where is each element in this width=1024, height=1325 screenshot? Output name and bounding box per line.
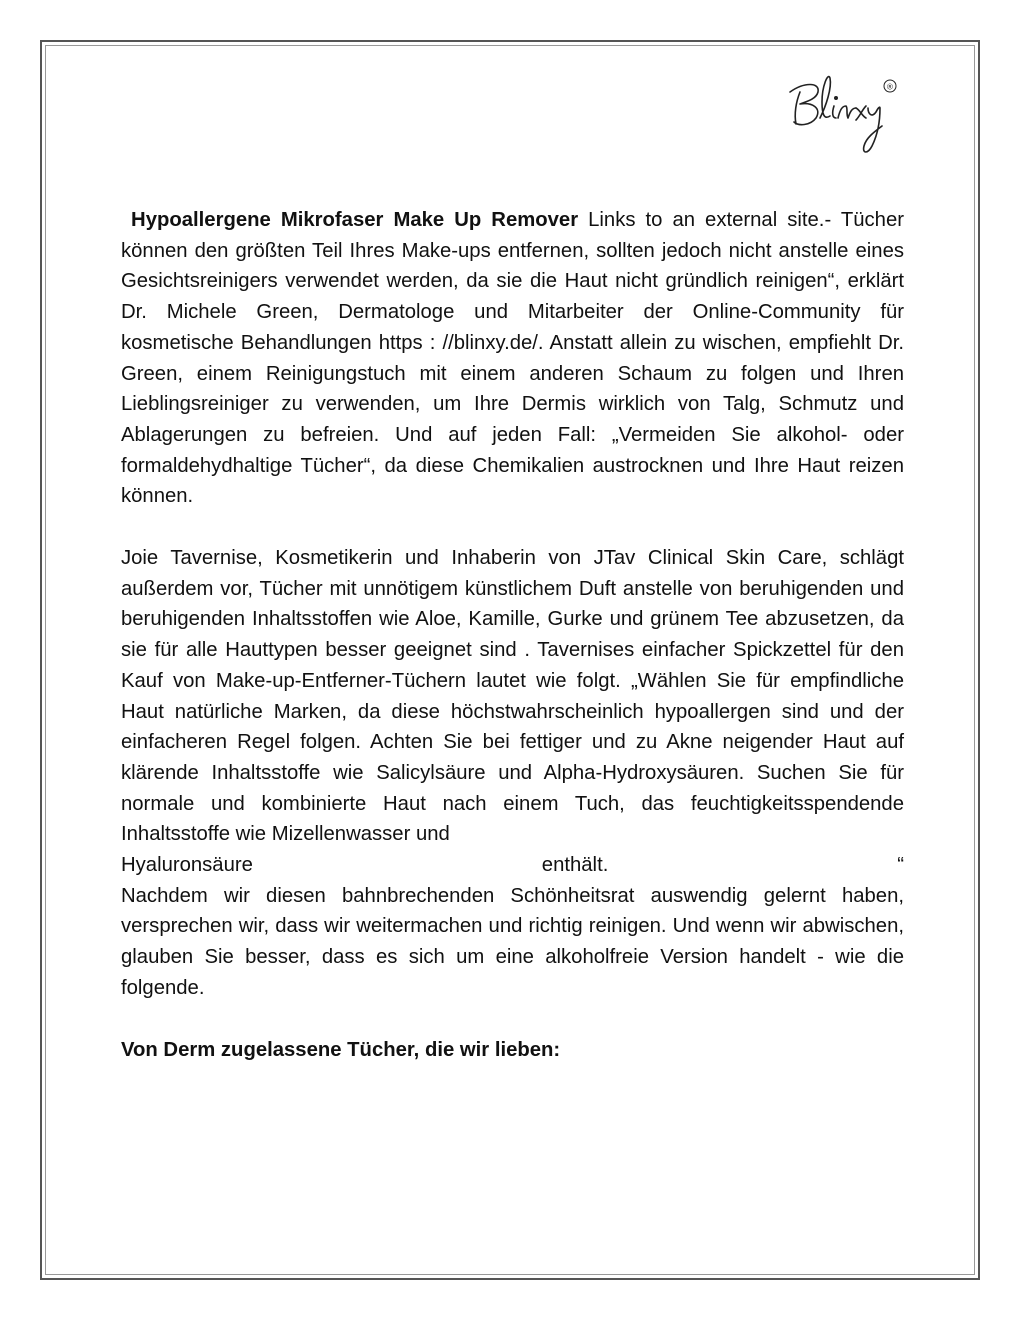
paragraph-intro-text: Links to an external site.- Tücher können den größten Teil Ihres Make-ups entfernen, sollten jedoch nicht anstelle eines Gesichtsreinigers verwendet werden, da sie die Haut nicht gründlich reinigen“, erklärt Dr. Michele Green, Dermatologe und Mitarbeiter der Online-Community für kosmetische Behandlungen https : //blinxy.de/. Anstatt allein zu wischen, empfiehlt Dr. Green, einem Reinigungstuch mit einem anderen Schaum zu folgen und Ihren Lieblingsreiniger zu verwenden, um Ihre Dermis wirklich von Talg, Schmutz und Ablagerungen zu befreien. Und auf jeden Fall: „Vermeiden Sie alkohol- oder formaldehydhaltige Tücher“, da diese Chemikalien austrocknen und Ihre Haut reizen können. [121,209,904,508]
paragraph-advice-spread-line: Hyaluronsäure enthält. “ [121,854,904,877]
paragraph-advice-text: Joie Tavernise, Kosmetikerin und Inhaberin von JTav Clinical Skin Care, schlägt außerdem vor, Tücher mit unnötigem künstlichem Duft anstelle von beruhigenden und beruhigenden Inhaltsstoffen wie Aloe, Kamille, Gurke und grünem Tee abzusetzen, da sie für alle Hauttypen besser geeignet sind . Tavernises einfacher Spickzettel für den Kauf von Make-up-Entferner-Tüchern lautet wie folgt. „Wählen Sie für empfindliche Haut natürliche Marken, da diese höchstwahrscheinlich hypoallergen sind und der einfacheren Regel folgen. Achten Sie bei fettiger und zu Akne neigender Haut auf klärende Inhaltsstoffe wie Salicylsäure und Alpha-Hydroxysäuren. Suchen Sie für normale und kombinierte Haut nach einem Tuch, das feuchtigkeitsspendende Inhaltsstoffe wie Mizellenwasser und [121,547,904,846]
document-body [121,205,904,1065]
registered-mark: ® [887,82,893,92]
product-name: Hypoallergene Mikrofaser Make Up Remover [131,209,579,231]
paragraph-advice-continuation: Nachdem wir diesen bahnbrechenden Schönheitsrat auswendig gelernt haben, versprechen wir, dass wir weitermachen und richtig reinigen. Und wenn wir abwischen, glauben Sie besser, dass es sich um eine alkoholfreie Version handelt - wie die folgende. [121,884,904,999]
paragraph-advice [121,543,904,1004]
paragraph-intro [121,205,904,512]
blinxy-logo [786,62,902,158]
section-heading: Von Derm zugelassene Tücher, die wir lieben: [121,1038,561,1061]
